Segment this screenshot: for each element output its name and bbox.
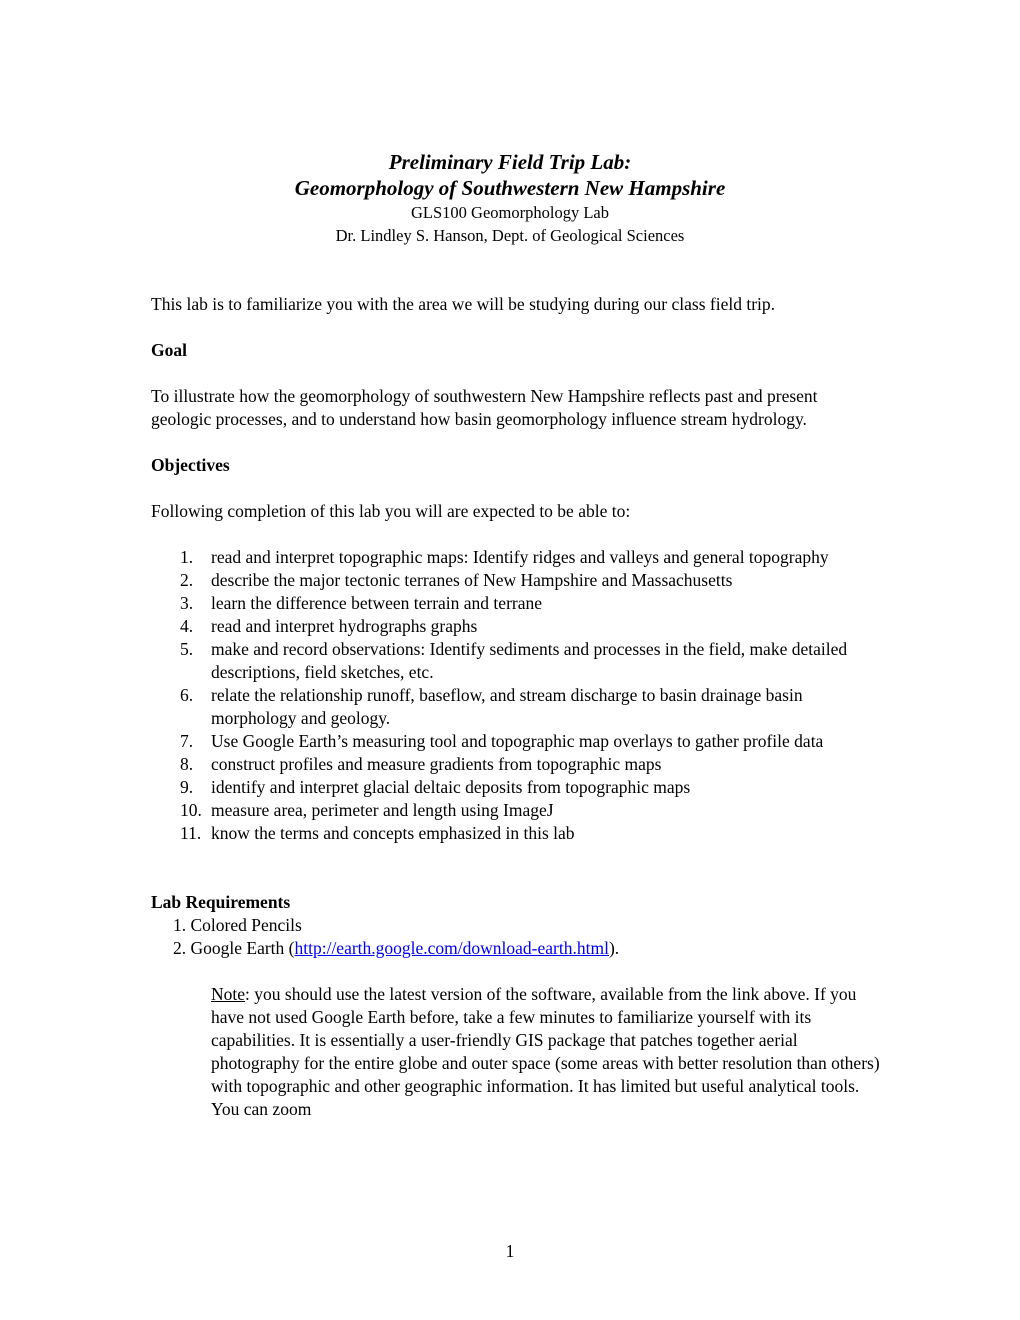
objectives-heading: Objectives	[151, 455, 230, 475]
list-item: 7. Use Google Earth’s measuring tool and topographic map overlays to gather profile data	[180, 731, 824, 751]
list-item: 1. read and interpret topographic maps: Identify ridges and valleys and general topography	[180, 547, 829, 567]
list-item: 10. measure area, perimeter and length using ImageJ	[180, 800, 554, 820]
document-body	[151, 293, 881, 1121]
title-block	[0, 149, 1020, 247]
list-item: 5. make and record observations: Identify sediments and processes in the field, make detailed descriptions, field sketches, etc.	[180, 639, 848, 682]
title-line-1: Preliminary Field Trip Lab:	[388, 150, 632, 174]
note-paragraph: Note: you should use the latest version of the software, available from the link above. If you have not used Google Earth before, take a few minutes to familiarize yourself with its capabilities. It is essentially a user-friendly GIS package that patches together aerial photography for the entire globe and outer space (some areas with better resolution than others) with topographic and other geographic information. It has limited but useful analytical tools. You can zoom	[211, 984, 880, 1119]
goal-heading: Goal	[151, 340, 187, 360]
list-item: 8. construct profiles and measure gradients from topographic maps	[180, 754, 662, 774]
list-item: 6. relate the relationship runoff, baseflow, and stream discharge to basin drainage basin morphology and geology.	[180, 685, 803, 728]
requirement-google-earth: 2. Google Earth (http://earth.google.com/download-earth.html).	[173, 938, 620, 958]
title-line-2: Geomorphology of Southwestern New Hampshire	[294, 176, 726, 200]
requirements-heading: Lab Requirements	[151, 892, 291, 912]
list-item: 11. know the terms and concepts emphasized in this lab	[180, 823, 575, 843]
note-label: Note	[211, 984, 246, 1004]
requirements-list	[151, 914, 881, 960]
list-item: 4. read and interpret hydrographs graphs	[180, 616, 478, 636]
objectives-list	[151, 546, 881, 845]
objectives-lead: Following completion of this lab you will are expected to be able to:	[151, 501, 631, 521]
list-item: 3. learn the difference between terrain and terrane	[180, 593, 543, 613]
instructor-line: Dr. Lindley S. Hanson, Dept. of Geological Sciences	[335, 226, 685, 245]
course-line: GLS100 Geomorphology Lab	[411, 203, 609, 222]
list-item: 9. identify and interpret glacial deltaic deposits from topographic maps	[180, 777, 691, 797]
list-item: 2. describe the major tectonic terranes of New Hampshire and Massachusetts	[180, 570, 733, 590]
goal-paragraph: To illustrate how the geomorphology of southwestern New Hampshire reflects past and present geologic processes, and to understand how basin geomorphology influence stream hydrology.	[151, 386, 818, 429]
intro-paragraph: This lab is to familiarize you with the area we will be studying during our class field trip.	[151, 294, 776, 314]
requirement-colored-pencils: 1. Colored Pencils	[173, 915, 302, 935]
google-earth-download-link[interactable]: http://earth.google.com/download-earth.html	[294, 938, 609, 958]
page-number: 1	[505, 1241, 515, 1261]
